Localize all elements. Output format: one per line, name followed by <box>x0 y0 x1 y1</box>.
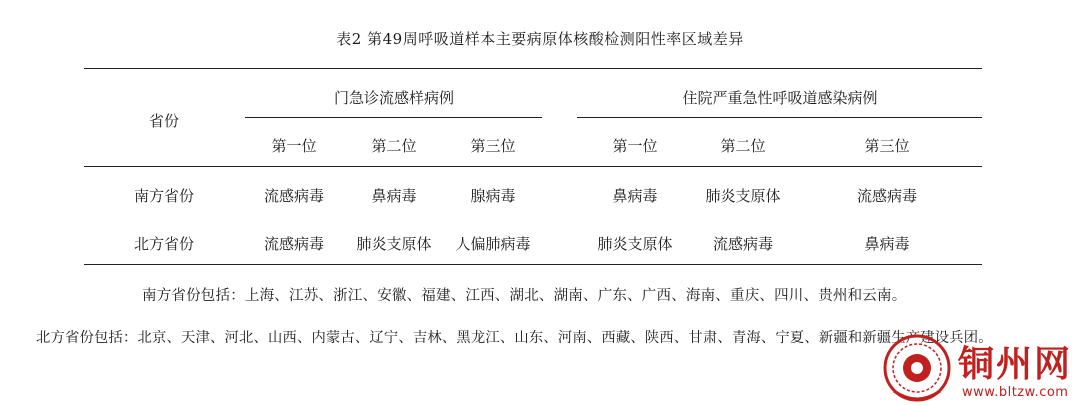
watermark-seal-icon <box>882 333 952 403</box>
row-header-province: 省份 <box>148 112 180 130</box>
table-caption: 表2 第49周呼吸道样本主要病原体核酸检测阳性率区域差异 <box>336 30 744 48</box>
table-cell: 肺炎支原体 <box>705 187 781 205</box>
header-bottom-rule <box>84 166 982 167</box>
column-header: 第二位 <box>371 137 417 155</box>
watermark-brand: 铜州网 <box>958 344 1073 385</box>
table-top-rule <box>84 68 982 69</box>
row-label-north: 北方省份 <box>133 235 195 253</box>
table-bottom-rule <box>84 264 982 265</box>
table-cell: 流感病毒 <box>263 235 325 253</box>
column-header: 第三位 <box>864 137 910 155</box>
watermark-url: www.bltzw.com <box>962 385 1069 400</box>
table-cell: 流感病毒 <box>856 187 918 205</box>
table-cell: 流感病毒 <box>263 187 325 205</box>
table-cell: 肺炎支原体 <box>356 235 432 253</box>
table-cell: 流感病毒 <box>712 235 774 253</box>
table-cell: 鼻病毒 <box>612 187 658 205</box>
south-provinces-note: 南方省份包括：上海、江苏、浙江、安徽、福建、江西、湖北、湖南、广东、广西、海南、重庆、四川、贵州和云南。 <box>142 288 907 304</box>
group-header-inpatient: 住院严重急性呼吸道感染病例 <box>682 89 878 107</box>
group-header-outpatient: 门急诊流感样病例 <box>333 89 455 107</box>
row-label-south: 南方省份 <box>133 187 195 205</box>
group-1-underline <box>245 117 542 118</box>
column-header: 第一位 <box>612 137 658 155</box>
group-2-underline <box>577 117 982 118</box>
column-header: 第一位 <box>271 137 317 155</box>
table-cell: 腺病毒 <box>470 187 516 205</box>
table-cell: 鼻病毒 <box>864 235 910 253</box>
column-header: 第三位 <box>470 137 516 155</box>
table-cell: 鼻病毒 <box>371 187 417 205</box>
table-cell: 人偏肺病毒 <box>455 235 531 253</box>
site-watermark <box>880 330 1080 405</box>
north-provinces-note: 北方省份包括：北京、天津、河北、山西、内蒙古、辽宁、吉林、黑龙江、山东、河南、西藏、陕西、甘肃、青海、宁夏、新疆和新疆生产建设兵团。 <box>36 330 993 346</box>
table-cell: 肺炎支原体 <box>597 235 673 253</box>
column-header: 第二位 <box>720 137 766 155</box>
